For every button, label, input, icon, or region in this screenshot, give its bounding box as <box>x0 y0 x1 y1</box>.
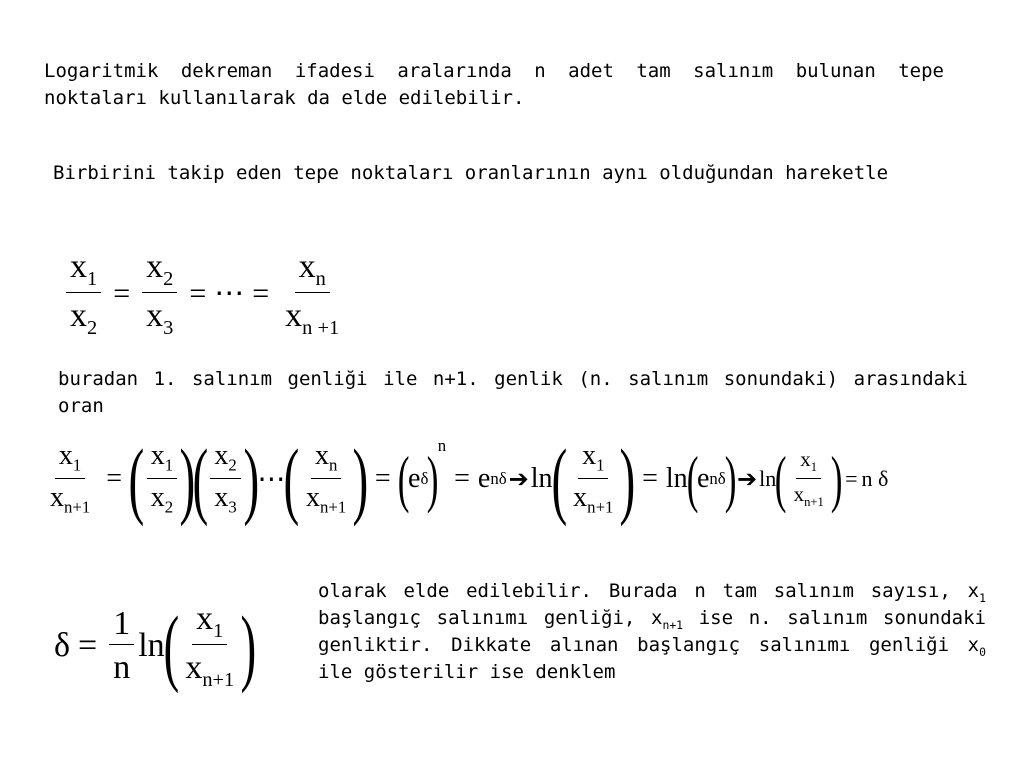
paragraph-conclusion: olarak elde edilebilir. Burada n tam salınım sayısı, $x_1$ başlangıç salınımı genliği, $x_{n+1}$ ise n. salınım sonundaki genliktir. Dikkate alınan başlangıç salınımı genliği $x_0$ ile gösterilir ise denklem <box>318 580 986 683</box>
fraction-x1-xn1: $\frac{x_1}{x_{n+1}}$ <box>185 600 235 692</box>
fraction-x1-xn1: $\frac{x_1}{x_{n+1}}$ <box>573 440 614 517</box>
equation-log-decrement: δ = $\frac{1}{n}$ ln ( $\frac{x_1}{x_{n+1}}$ ) <box>54 597 257 694</box>
equals-sign: = <box>78 626 98 664</box>
fraction-x2-x3: $\frac{x_2}{x_3}$ <box>142 248 177 339</box>
equals-sign: = <box>845 466 858 491</box>
paragraph-amplitude-ratio: buradan 1. salınım genliği ile n+1. genlik (n. salınım sonundaki) arasındaki oran <box>58 368 968 417</box>
fraction-one-over-n: $\frac{1}{n}$ <box>109 605 134 687</box>
arrow-right-icon: ➔ <box>737 465 758 493</box>
equation-ratio-chain: $\frac{x_1}{x_{n+1}}$ = ( $\frac{x_1}{x_2}$ ) ( $\frac{x_2}{x_3}$ ) ⋯ ( $\frac{x_n}{x_{n+1}}$ ) = ( e δ ) n = e nδ ➔ ln ( $\frac{x_1}{x_{n+1}}$ ) = ln ( e nδ ) ➔ ln ( $\frac{x_1}{x_{n+1}}$ ) = n δ <box>42 436 888 522</box>
equation-equal-ratios <box>62 248 347 339</box>
equals-sign: = <box>374 463 391 494</box>
equals-sign: = <box>454 463 470 494</box>
equals-sign: = <box>113 276 131 310</box>
equals-sign: = <box>642 463 658 494</box>
equals-sign: = <box>252 276 270 310</box>
equals-sign: = <box>106 463 123 494</box>
paragraph-ratio-premise: Birbirini takip eden tepe noktaları oranlarının aynı olduğundan hareketle <box>53 162 889 184</box>
ellipsis: ⋯ <box>214 277 245 311</box>
ellipsis: ⋯ <box>257 464 286 495</box>
fraction-x1-x2: $\frac{x_1}{x_2}$ <box>147 441 177 516</box>
fraction-xn-xn1: $\frac{x_n}{x_{n+1}}$ <box>306 440 347 517</box>
fraction-x1-xn1: $\frac{x_1}{x_{n+1}}$ <box>50 440 91 517</box>
fraction-x2-x3: $\frac{x_2}{x_3}$ <box>210 441 240 516</box>
paragraph-intro: Logaritmik dekreman ifadesi aralarında n adet tam salınım bulunan tepe noktaları kullanılarak da elde edilebilir. <box>44 60 944 109</box>
fraction-x1-xn1-small: $\frac{x_1}{x_{n+1}}$ <box>793 447 824 509</box>
fraction-xn-xn1: $\frac{x_n}{x_{n +1}}$ <box>285 248 340 340</box>
arrow-right-icon: ➔ <box>508 465 529 493</box>
fraction-x1-x2: $\frac{x_1}{x_2}$ <box>66 248 101 339</box>
equals-sign: = <box>189 276 207 310</box>
